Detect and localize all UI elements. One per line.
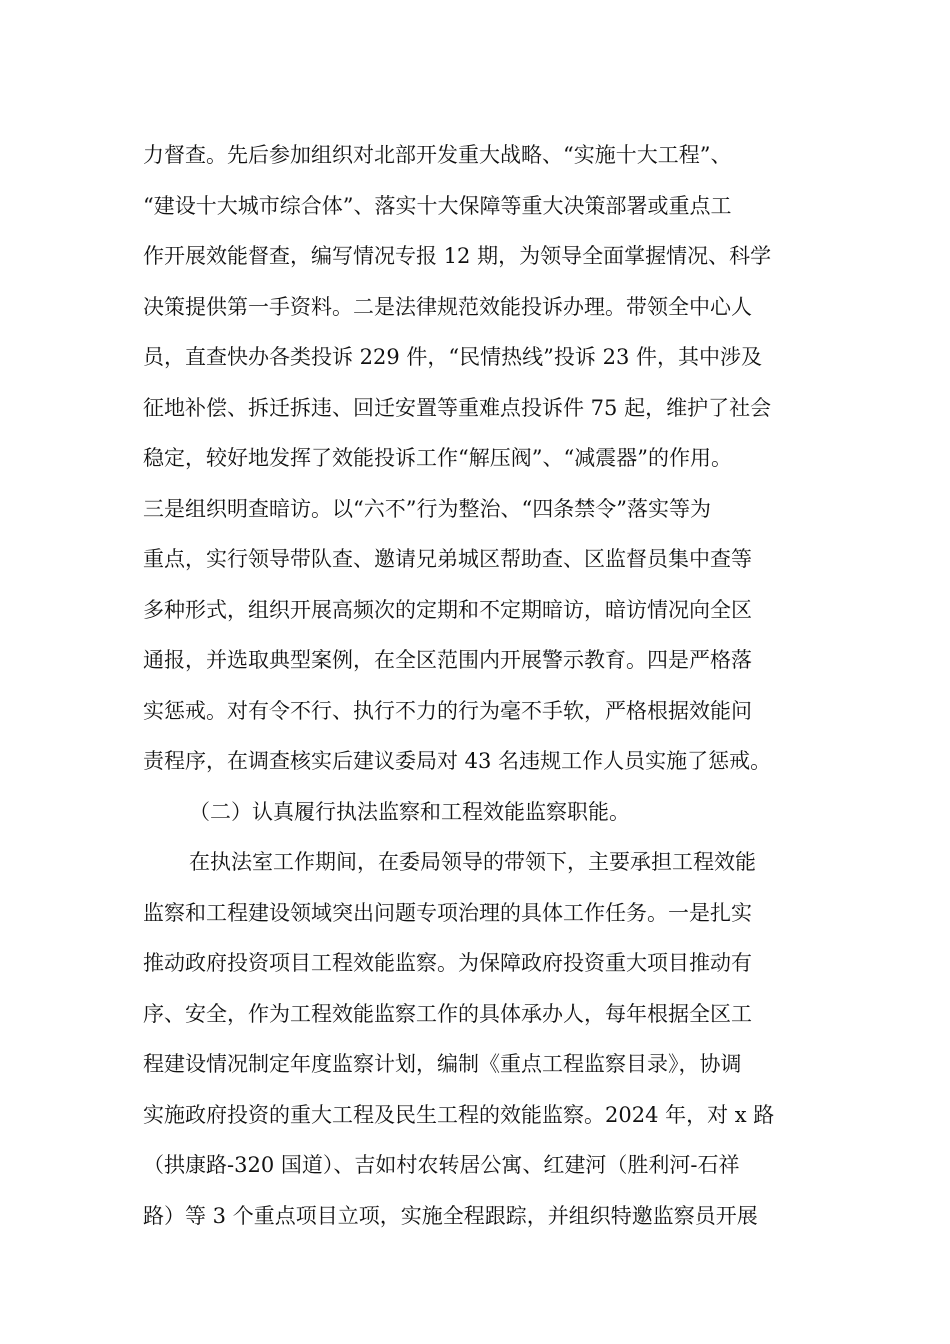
text-line: 征地补偿、拆迁拆违、回迁安置等重难点投诉件 75 起，维护了社会	[143, 395, 772, 420]
text-line: 力督查。先后参加组织对北部开发重大战略、“实施十大工程”、	[143, 143, 732, 167]
text-line: （拱康路-320 国道）、吉如村农转居公寓、红建河（胜利河-石祥	[143, 1153, 740, 1177]
text-line: （二）认真履行执法监察和工程效能监察职能。	[189, 799, 630, 824]
text-line: 多种形式，组织开展高频次的定期和不定期暗访，暗访情况向全区	[143, 597, 752, 622]
text-line: 推动政府投资项目工程效能监察。为保障政府投资重大项目推动有	[143, 951, 752, 975]
text-line: 程建设情况制定年度监察计划，编制《重点工程监察目录》，协调	[143, 1052, 742, 1076]
text-line: 稳定，较好地发挥了效能投诉工作“解压阀”、“减震器”的作用。	[143, 446, 732, 470]
text-line: 在执法室工作期间，在委局领导的带领下，主要承担工程效能	[189, 850, 756, 874]
text-line: “建设十大城市综合体”、落实十大保障等重大决策部署或重点工	[143, 193, 732, 218]
text-line: 监察和工程建设领域突出问题专项治理的具体工作任务。一是扎实	[143, 900, 752, 925]
text-line: 重点，实行领导带队查、邀请兄弟城区帮助查、区监督员集中查等	[143, 547, 752, 571]
text-line: 实施政府投资的重大工程及民生工程的效能监察。2024 年，对 x 路	[143, 1102, 775, 1127]
text-line: 三是组织明查暗访。以“六不”行为整治、“四条禁令”落实等为	[143, 496, 711, 521]
text-line: 作开展效能督查，编写情况专报 12 期，为领导全面掌握情况、科学	[143, 244, 772, 268]
text-line: 员，直查快办各类投诉 229 件，“民情热线”投诉 23 件，其中涉及	[143, 345, 762, 369]
text-line: 责程序，在调查核实后建议委局对 43 名违规工作人员实施了惩戒。	[143, 749, 772, 773]
body-text	[143, 130, 813, 1241]
text-line: 实惩戒。对有令不行、执行不力的行为毫不手软，严格根据效能问	[143, 698, 752, 723]
text-line: 通报，并选取典型案例，在全区范围内开展警示教育。四是严格落	[143, 648, 752, 672]
text-line: 路）等 3 个重点项目立项，实施全程跟踪，并组织特邀监察员开展	[143, 1203, 758, 1228]
text-line: 决策提供第一手资料。二是法律规范效能投诉办理。带领全中心人	[143, 294, 752, 319]
text-line: 序、安全，作为工程效能监察工作的具体承办人，每年根据全区工	[143, 1001, 752, 1026]
